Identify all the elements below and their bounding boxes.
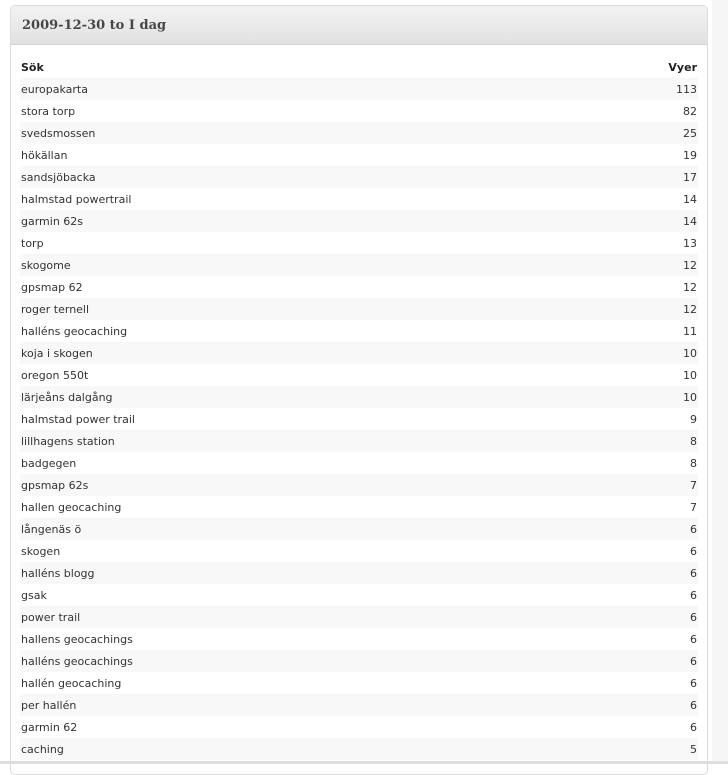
- search-term-cell: lillhagens station: [20, 430, 556, 452]
- views-count-cell: 14: [556, 188, 698, 210]
- views-count-cell: 6: [556, 584, 698, 606]
- search-term-cell: hallén geocaching: [20, 672, 556, 694]
- views-count-cell: 5: [556, 738, 698, 760]
- views-count-cell: 12: [556, 276, 698, 298]
- views-count-cell: 6: [556, 694, 698, 716]
- column-header-views: Vyer: [668, 60, 697, 74]
- table-row: [20, 188, 698, 210]
- table-row: [20, 320, 698, 342]
- views-count-cell: 10: [556, 342, 698, 364]
- search-term-cell: långenäs ö: [20, 518, 556, 540]
- views-count-cell: 13: [556, 232, 698, 254]
- table-row: [20, 584, 698, 606]
- views-count-cell: 6: [556, 606, 698, 628]
- views-count-cell: 10: [556, 364, 698, 386]
- views-count-cell: 11: [556, 320, 698, 342]
- views-count-cell: 8: [556, 430, 698, 452]
- search-term-cell: garmin 62s: [20, 210, 556, 232]
- table-row: [20, 716, 698, 738]
- search-term-cell: halmstad power trail: [20, 408, 556, 430]
- table-row: [20, 518, 698, 540]
- search-term-cell: europakarta: [20, 78, 556, 100]
- table-body: [20, 78, 698, 760]
- views-count-cell: 7: [556, 474, 698, 496]
- search-term-cell: stora torp: [20, 100, 556, 122]
- search-term-cell: hökällan: [20, 144, 556, 166]
- table-row: [20, 606, 698, 628]
- views-count-cell: 10: [556, 386, 698, 408]
- table-row: [20, 298, 698, 320]
- table-container: [11, 45, 707, 760]
- search-term-cell: halmstad powertrail: [20, 188, 556, 210]
- views-count-cell: 19: [556, 144, 698, 166]
- table-row: [20, 386, 698, 408]
- search-term-cell: lärjeåns dalgång: [20, 386, 556, 408]
- table-row: [20, 342, 698, 364]
- views-count-cell: 113: [556, 78, 698, 100]
- table-row: [20, 540, 698, 562]
- search-term-cell: garmin 62: [20, 716, 556, 738]
- table-row: [20, 496, 698, 518]
- table-row: [20, 276, 698, 298]
- views-count-cell: 25: [556, 122, 698, 144]
- search-term-cell: gpsmap 62s: [20, 474, 556, 496]
- table-row: [20, 452, 698, 474]
- table-row: [20, 408, 698, 430]
- table-row: [20, 672, 698, 694]
- table-row: [20, 166, 698, 188]
- views-count-cell: 6: [556, 562, 698, 584]
- search-term-cell: hallen geocaching: [20, 496, 556, 518]
- search-term-cell: halléns blogg: [20, 562, 556, 584]
- views-count-cell: 7: [556, 496, 698, 518]
- table-row: [20, 232, 698, 254]
- search-term-cell: caching: [20, 738, 556, 760]
- views-count-cell: 12: [556, 298, 698, 320]
- search-term-cell: badgegen: [20, 452, 556, 474]
- search-terms-table: [20, 56, 698, 760]
- table-row: [20, 78, 698, 100]
- table-row: [20, 364, 698, 386]
- panel-title: 2009-12-30 to I dag: [22, 17, 167, 33]
- views-count-cell: 6: [556, 672, 698, 694]
- table-row: [20, 474, 698, 496]
- panel-header: [11, 6, 707, 45]
- search-term-cell: oregon 550t: [20, 364, 556, 386]
- search-term-cell: skogen: [20, 540, 556, 562]
- search-terms-panel: [10, 5, 708, 775]
- search-term-cell: svedsmossen: [20, 122, 556, 144]
- table-row: [20, 122, 698, 144]
- table-row: [20, 738, 698, 760]
- table-row: [20, 628, 698, 650]
- table-row: [20, 100, 698, 122]
- table-row: [20, 254, 698, 276]
- search-term-cell: halléns geocachings: [20, 650, 556, 672]
- search-term-cell: koja i skogen: [20, 342, 556, 364]
- search-term-cell: roger ternell: [20, 298, 556, 320]
- search-term-cell: gsak: [20, 584, 556, 606]
- search-term-cell: halléns geocaching: [20, 320, 556, 342]
- table-header-row: [20, 56, 698, 78]
- table-row: [20, 430, 698, 452]
- views-count-cell: 6: [556, 650, 698, 672]
- scrollbar-track[interactable]: [712, 0, 728, 764]
- views-count-cell: 8: [556, 452, 698, 474]
- table-row: [20, 694, 698, 716]
- search-term-cell: gpsmap 62: [20, 276, 556, 298]
- views-count-cell: 6: [556, 628, 698, 650]
- views-count-cell: 6: [556, 540, 698, 562]
- views-count-cell: 14: [556, 210, 698, 232]
- search-term-cell: hallens geocachings: [20, 628, 556, 650]
- table-row: [20, 562, 698, 584]
- search-term-cell: torp: [20, 232, 556, 254]
- views-count-cell: 82: [556, 100, 698, 122]
- table-row: [20, 144, 698, 166]
- views-count-cell: 17: [556, 166, 698, 188]
- table-row: [20, 210, 698, 232]
- views-count-cell: 9: [556, 408, 698, 430]
- table-row: [20, 650, 698, 672]
- search-term-cell: power trail: [20, 606, 556, 628]
- views-count-cell: 6: [556, 716, 698, 738]
- column-header-term: Sök: [21, 60, 44, 74]
- search-term-cell: skogome: [20, 254, 556, 276]
- views-count-cell: 6: [556, 518, 698, 540]
- search-term-cell: sandsjöbacka: [20, 166, 556, 188]
- views-count-cell: 12: [556, 254, 698, 276]
- search-term-cell: per hallén: [20, 694, 556, 716]
